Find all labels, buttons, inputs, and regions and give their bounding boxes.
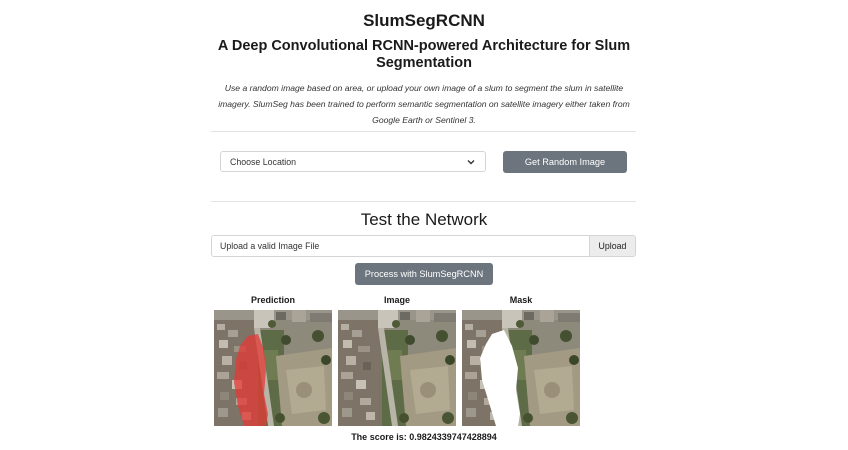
get-random-image-button[interactable]: Get Random Image xyxy=(503,151,627,173)
chevron-down-icon xyxy=(466,157,476,167)
app-subtitle: A Deep Convolutional RCNN-powered Architecture for Slum Segmentation xyxy=(217,38,631,71)
divider xyxy=(211,201,636,202)
prediction-label: Prediction xyxy=(250,295,295,305)
source-image xyxy=(338,310,456,426)
divider xyxy=(211,131,636,132)
image-label: Image xyxy=(383,295,410,305)
mask-label: Mask xyxy=(509,295,533,305)
mask-image xyxy=(462,310,580,426)
prediction-image xyxy=(214,310,332,426)
app-title: SlumSegRCNN xyxy=(363,11,485,30)
location-select[interactable] xyxy=(220,151,486,172)
score-text: The score is: 0.9824339747428894 xyxy=(351,432,497,442)
process-button[interactable]: Process with SlumSegRCNN xyxy=(355,263,493,285)
section-title: Test the Network xyxy=(360,210,488,229)
file-input[interactable]: Upload a valid Image File xyxy=(212,236,589,256)
upload-group xyxy=(211,235,636,257)
location-select-value: Choose Location xyxy=(230,156,297,167)
app-description: Use a random image based on area, or upload your own image of a slum to segment the slum in satellite imagery. SlumSeg has been trained to perform semantic segmentation on satellite imagery either taken from Google Earth or Sentinel 3. xyxy=(218,83,630,125)
upload-button[interactable]: Upload xyxy=(589,236,635,256)
